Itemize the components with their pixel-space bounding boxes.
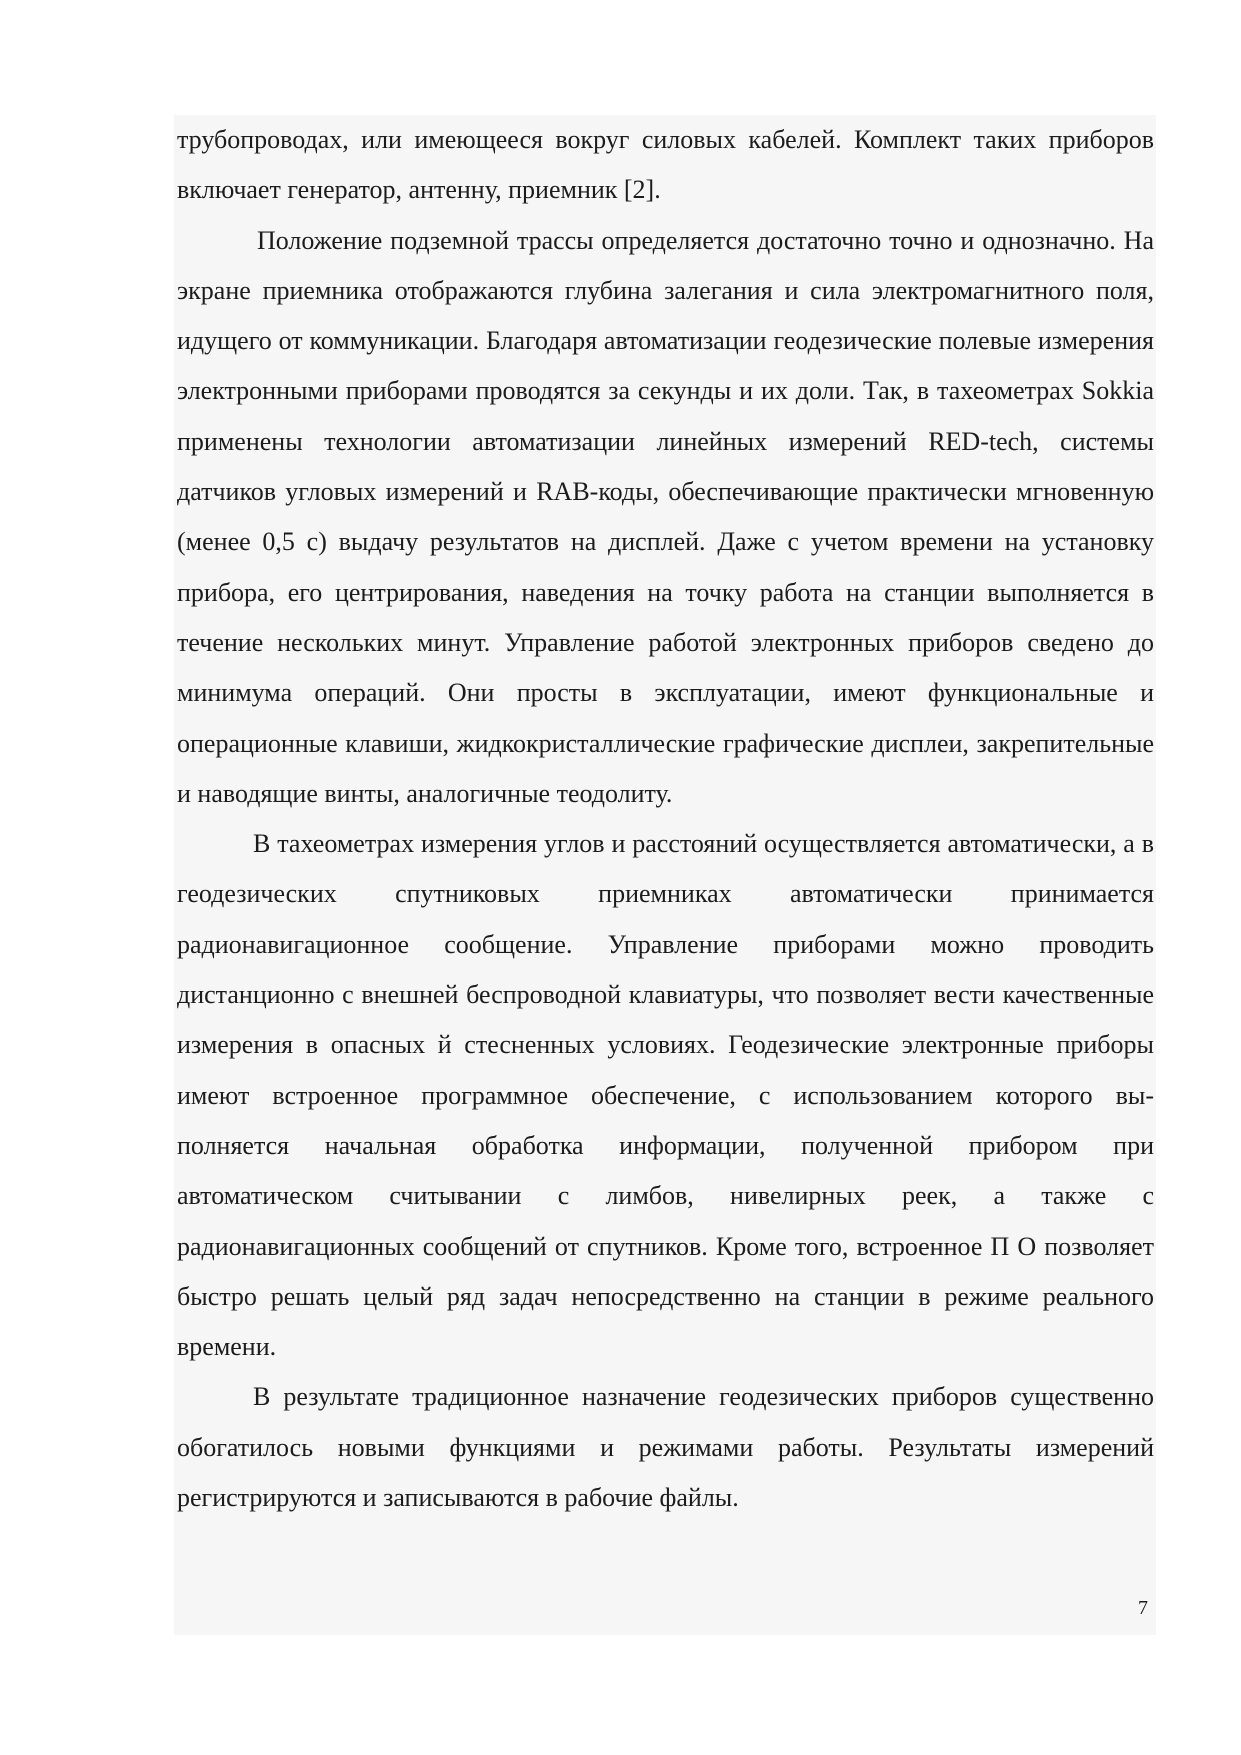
paragraph-underground-route: Положение подземной трассы определяется достаточно точно и однозначно. На экране приемника отображаются глубина залегания и сила электромагнитного поля, идущего от коммуникации. Благодаря автоматизации геодезические полевые измерения электронными приборами проводятся за секунды и их доли. Так, в тахеометрах Sokkia применены технологии автоматизации линейных измерений RED-tech, системы датчиков угловых измерений и RAB-коды, обеспечивающие практически мгновенную (менее 0,5 с) выдачу результатов на дисплей. Даже с учетом времени на установку прибора, его центрирования, наведения на точку работа на станции выполняется в течение нескольких минут. Управление работой электронных приборов сведено до минимума операций. Они просты в эксплуатации, имеют функциональные и операционные клавиши, жидкокристаллические графические дисплеи, закрепительные и наводящие винты, аналогичные теодолиту. [177, 225, 1154, 808]
paragraph-continuation: трубопроводах, или имеющееся вокруг силовых кабелей. Комплект таких приборов включает генератор, антенну, приемник [2]. [177, 125, 1154, 205]
paragraph-result: В результате традиционное назначение геодезических приборов существенно обогатилось новыми функциями и режимами работы. Результаты измерений регистрируются и записываются в рабочие файлы. [177, 1382, 1154, 1513]
document-body [174, 115, 1156, 1635]
paragraph-total-stations: В тахеометрах измерения углов и расстояний осуществляется автоматически, а в геодезических спутниковых приемниках автоматически принимается радионавигационное сообщение. Управление приборами можно проводить дистанционно с внешней беспроводной клавиатуры, что позволяет вести качественные измерения в опасных й стесненных условиях. Геодезические электронные приборы имеют встроенное программное обеспечение, с использованием которого вы- полняется начальная обработка информации, полученной прибором при автоматическом считывании с лимбов, нивелирных реек, а также с радионавигационных сообщений от спутников. Кроме того, встроенное П О позволяет быстро решать целый ряд задач непосредственно на станции в режиме реального времени. [177, 829, 1154, 1362]
page-number: 7 [1138, 1597, 1148, 1619]
